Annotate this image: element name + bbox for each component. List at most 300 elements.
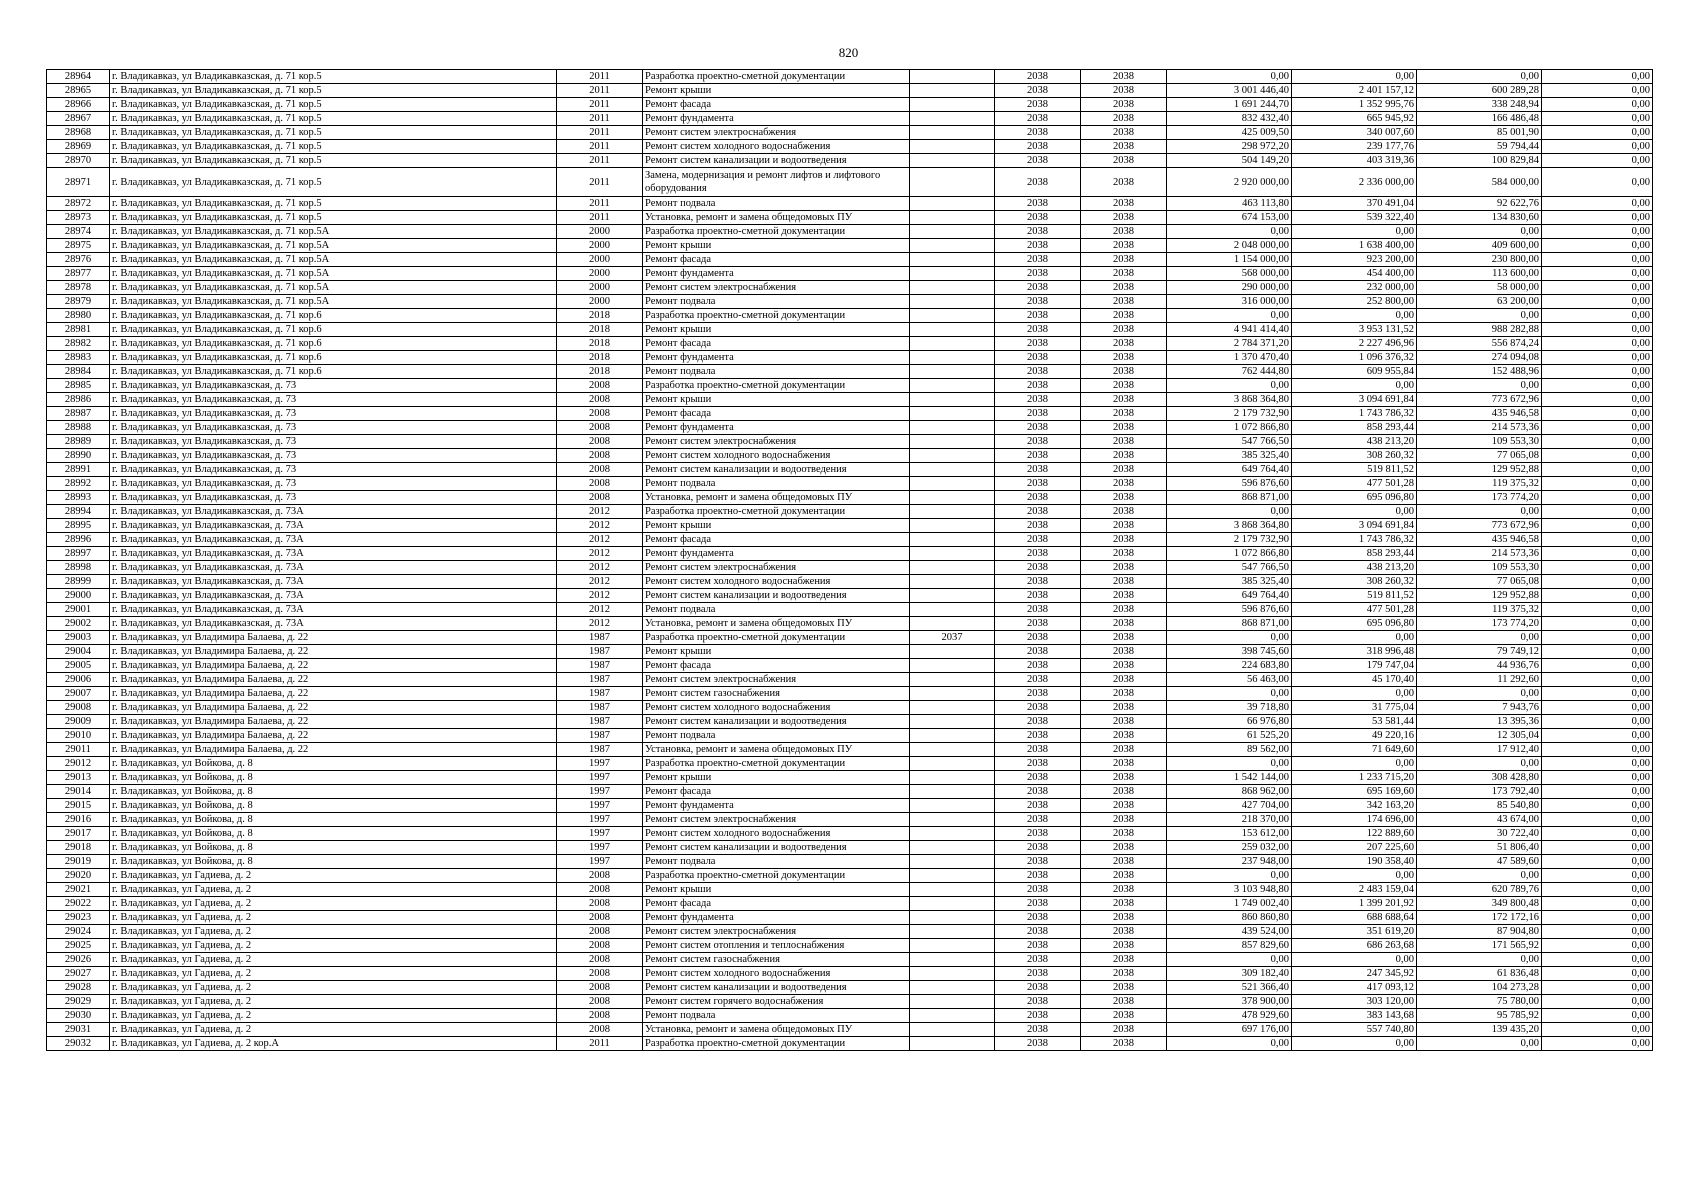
row-number: 29007 [47, 687, 110, 701]
start-year-cell: 2038 [995, 295, 1081, 309]
plan-year-cell [910, 547, 995, 561]
address-cell: г. Владикавказ, ул Владикавказская, д. 73А [110, 505, 557, 519]
owner-cost-cell: 77 065,08 [1417, 449, 1542, 463]
start-year-cell: 2038 [995, 84, 1081, 98]
start-year-cell: 2038 [995, 477, 1081, 491]
start-year-cell: 2038 [995, 519, 1081, 533]
row-number: 28978 [47, 281, 110, 295]
end-year-cell: 2038 [1081, 519, 1167, 533]
row-number: 29023 [47, 911, 110, 925]
plan-year-cell [910, 505, 995, 519]
start-year-cell: 2038 [995, 126, 1081, 140]
plan-year-cell [910, 154, 995, 168]
year-cell: 1997 [557, 799, 643, 813]
year-cell: 1987 [557, 743, 643, 757]
address-cell: г. Владикавказ, ул Владикавказская, д. 73 [110, 477, 557, 491]
other-cost-cell: 0,00 [1542, 841, 1653, 855]
year-cell: 2008 [557, 869, 643, 883]
year-cell: 2008 [557, 449, 643, 463]
plan-year-cell [910, 953, 995, 967]
work-type-cell: Ремонт систем канализации и водоотведения [643, 589, 910, 603]
owner-cost-cell: 171 565,92 [1417, 939, 1542, 953]
table-row [47, 435, 1653, 449]
table-row [47, 533, 1653, 547]
start-year-cell: 2038 [995, 70, 1081, 84]
start-year-cell: 2038 [995, 351, 1081, 365]
start-year-cell: 2038 [995, 225, 1081, 239]
work-type-cell: Ремонт подвала [643, 729, 910, 743]
table-row [47, 126, 1653, 140]
address-cell: г. Владикавказ, ул Владикавказская, д. 73А [110, 603, 557, 617]
table-row [47, 659, 1653, 673]
owner-cost-cell: 12 305,04 [1417, 729, 1542, 743]
start-year-cell: 2038 [995, 140, 1081, 154]
address-cell: г. Владикавказ, ул Владимира Балаева, д. 22 [110, 701, 557, 715]
year-cell: 2008 [557, 967, 643, 981]
other-cost-cell: 0,00 [1542, 715, 1653, 729]
owner-cost-cell: 173 792,40 [1417, 785, 1542, 799]
other-cost-cell: 0,00 [1542, 435, 1653, 449]
year-cell: 1997 [557, 813, 643, 827]
other-cost-cell: 0,00 [1542, 421, 1653, 435]
plan-year-cell [910, 435, 995, 449]
fund-cost-cell: 342 163,20 [1292, 799, 1417, 813]
address-cell: г. Владикавказ, ул Владикавказская, д. 71 кор.5 [110, 140, 557, 154]
table-row [47, 323, 1653, 337]
table-row [47, 477, 1653, 491]
address-cell: г. Владикавказ, ул Владикавказская, д. 71 кор.5 [110, 112, 557, 126]
owner-cost-cell: 43 674,00 [1417, 813, 1542, 827]
fund-cost-cell: 438 213,20 [1292, 561, 1417, 575]
start-year-cell: 2038 [995, 855, 1081, 869]
work-type-cell: Разработка проектно-сметной документации [643, 505, 910, 519]
total-cost-cell: 385 325,40 [1167, 449, 1292, 463]
table-row [47, 421, 1653, 435]
row-number: 28976 [47, 253, 110, 267]
fund-cost-cell: 3 953 131,52 [1292, 323, 1417, 337]
year-cell: 2008 [557, 925, 643, 939]
start-year-cell: 2038 [995, 365, 1081, 379]
end-year-cell: 2038 [1081, 449, 1167, 463]
work-type-cell: Разработка проектно-сметной документации [643, 1037, 910, 1051]
plan-year-cell [910, 323, 995, 337]
fund-cost-cell: 0,00 [1292, 869, 1417, 883]
end-year-cell: 2038 [1081, 225, 1167, 239]
start-year-cell: 2038 [995, 911, 1081, 925]
end-year-cell: 2038 [1081, 533, 1167, 547]
fund-cost-cell: 688 688,64 [1292, 911, 1417, 925]
total-cost-cell: 3 868 364,80 [1167, 519, 1292, 533]
address-cell: г. Владикавказ, ул Владимира Балаева, д. 22 [110, 631, 557, 645]
year-cell: 2008 [557, 897, 643, 911]
address-cell: г. Владикавказ, ул Гадиева, д. 2 [110, 1009, 557, 1023]
other-cost-cell: 0,00 [1542, 855, 1653, 869]
row-number: 29006 [47, 673, 110, 687]
start-year-cell: 2038 [995, 799, 1081, 813]
address-cell: г. Владикавказ, ул Войкова, д. 8 [110, 813, 557, 827]
table-row [47, 715, 1653, 729]
plan-year-cell [910, 365, 995, 379]
total-cost-cell: 0,00 [1167, 505, 1292, 519]
total-cost-cell: 0,00 [1167, 70, 1292, 84]
end-year-cell: 2038 [1081, 687, 1167, 701]
owner-cost-cell: 11 292,60 [1417, 673, 1542, 687]
year-cell: 2011 [557, 140, 643, 154]
year-cell: 2008 [557, 477, 643, 491]
total-cost-cell: 832 432,40 [1167, 112, 1292, 126]
owner-cost-cell: 0,00 [1417, 309, 1542, 323]
total-cost-cell: 547 766,50 [1167, 561, 1292, 575]
other-cost-cell: 0,00 [1542, 729, 1653, 743]
table-row [47, 407, 1653, 421]
fund-cost-cell: 477 501,28 [1292, 477, 1417, 491]
year-cell: 2008 [557, 463, 643, 477]
address-cell: г. Владикавказ, ул Владикавказская, д. 71 кор.5 [110, 126, 557, 140]
start-year-cell: 2038 [995, 211, 1081, 225]
table-row [47, 981, 1653, 995]
owner-cost-cell: 0,00 [1417, 869, 1542, 883]
work-type-cell: Разработка проектно-сметной документации [643, 70, 910, 84]
work-type-cell: Установка, ремонт и замена общедомовых ПУ [643, 491, 910, 505]
year-cell: 1987 [557, 715, 643, 729]
end-year-cell: 2038 [1081, 953, 1167, 967]
plan-year-cell [910, 561, 995, 575]
row-number: 28964 [47, 70, 110, 84]
fund-cost-cell: 417 093,12 [1292, 981, 1417, 995]
end-year-cell: 2038 [1081, 168, 1167, 197]
other-cost-cell: 0,00 [1542, 883, 1653, 897]
year-cell: 2000 [557, 281, 643, 295]
total-cost-cell: 0,00 [1167, 631, 1292, 645]
owner-cost-cell: 172 172,16 [1417, 911, 1542, 925]
work-type-cell: Установка, ремонт и замена общедомовых ПУ [643, 211, 910, 225]
total-cost-cell: 649 764,40 [1167, 463, 1292, 477]
address-cell: г. Владикавказ, ул Владимира Балаева, д. 22 [110, 743, 557, 757]
table-row [47, 267, 1653, 281]
start-year-cell: 2038 [995, 603, 1081, 617]
plan-year-cell [910, 1037, 995, 1051]
address-cell: г. Владикавказ, ул Владикавказская, д. 71 кор.6 [110, 351, 557, 365]
end-year-cell: 2038 [1081, 126, 1167, 140]
row-number: 29025 [47, 939, 110, 953]
plan-year-cell [910, 477, 995, 491]
work-type-cell: Ремонт фасада [643, 253, 910, 267]
total-cost-cell: 1 542 144,00 [1167, 771, 1292, 785]
end-year-cell: 2038 [1081, 491, 1167, 505]
row-number: 28994 [47, 505, 110, 519]
work-type-cell: Ремонт систем канализации и водоотведения [643, 154, 910, 168]
work-type-cell: Разработка проектно-сметной документации [643, 379, 910, 393]
fund-cost-cell: 31 775,04 [1292, 701, 1417, 715]
end-year-cell: 2038 [1081, 1037, 1167, 1051]
total-cost-cell: 56 463,00 [1167, 673, 1292, 687]
year-cell: 2011 [557, 84, 643, 98]
row-number: 28983 [47, 351, 110, 365]
fund-cost-cell: 0,00 [1292, 379, 1417, 393]
year-cell: 2011 [557, 1037, 643, 1051]
start-year-cell: 2038 [995, 813, 1081, 827]
address-cell: г. Владикавказ, ул Гадиева, д. 2 [110, 939, 557, 953]
other-cost-cell: 0,00 [1542, 561, 1653, 575]
start-year-cell: 2038 [995, 715, 1081, 729]
address-cell: г. Владикавказ, ул Владикавказская, д. 71 кор.5А [110, 267, 557, 281]
address-cell: г. Владикавказ, ул Гадиева, д. 2 [110, 897, 557, 911]
end-year-cell: 2038 [1081, 84, 1167, 98]
year-cell: 2008 [557, 911, 643, 925]
end-year-cell: 2038 [1081, 435, 1167, 449]
total-cost-cell: 504 149,20 [1167, 154, 1292, 168]
row-number: 29015 [47, 799, 110, 813]
end-year-cell: 2038 [1081, 827, 1167, 841]
work-type-cell: Разработка проектно-сметной документации [643, 225, 910, 239]
end-year-cell: 2038 [1081, 1023, 1167, 1037]
other-cost-cell: 0,00 [1542, 645, 1653, 659]
end-year-cell: 2038 [1081, 715, 1167, 729]
owner-cost-cell: 139 435,20 [1417, 1023, 1542, 1037]
end-year-cell: 2038 [1081, 295, 1167, 309]
plan-year-cell [910, 239, 995, 253]
end-year-cell: 2038 [1081, 757, 1167, 771]
owner-cost-cell: 85 540,80 [1417, 799, 1542, 813]
address-cell: г. Владикавказ, ул Владикавказская, д. 71 кор.5А [110, 281, 557, 295]
other-cost-cell: 0,00 [1542, 491, 1653, 505]
plan-year-cell [910, 84, 995, 98]
table-row [47, 827, 1653, 841]
work-type-cell: Ремонт фундамента [643, 112, 910, 126]
total-cost-cell: 0,00 [1167, 757, 1292, 771]
end-year-cell: 2038 [1081, 729, 1167, 743]
fund-cost-cell: 695 096,80 [1292, 617, 1417, 631]
work-type-cell: Ремонт фундамента [643, 911, 910, 925]
table-row [47, 449, 1653, 463]
plan-year-cell [910, 687, 995, 701]
row-number: 28977 [47, 267, 110, 281]
other-cost-cell: 0,00 [1542, 393, 1653, 407]
work-type-cell: Ремонт подвала [643, 1009, 910, 1023]
row-number: 29014 [47, 785, 110, 799]
plan-year-cell [910, 715, 995, 729]
fund-cost-cell: 1 743 786,32 [1292, 533, 1417, 547]
work-type-cell: Установка, ремонт и замена общедомовых ПУ [643, 743, 910, 757]
fund-cost-cell: 858 293,44 [1292, 421, 1417, 435]
start-year-cell: 2038 [995, 995, 1081, 1009]
address-cell: г. Владикавказ, ул Войкова, д. 8 [110, 771, 557, 785]
owner-cost-cell: 620 789,76 [1417, 883, 1542, 897]
year-cell: 1987 [557, 687, 643, 701]
other-cost-cell: 0,00 [1542, 659, 1653, 673]
work-type-cell: Ремонт систем холодного водоснабжения [643, 449, 910, 463]
plan-year-cell [910, 645, 995, 659]
owner-cost-cell: 7 943,76 [1417, 701, 1542, 715]
start-year-cell: 2038 [995, 281, 1081, 295]
total-cost-cell: 61 525,20 [1167, 729, 1292, 743]
table-row [47, 309, 1653, 323]
fund-cost-cell: 665 945,92 [1292, 112, 1417, 126]
start-year-cell: 2038 [995, 883, 1081, 897]
address-cell: г. Владикавказ, ул Владикавказская, д. 73 [110, 407, 557, 421]
table-row [47, 869, 1653, 883]
end-year-cell: 2038 [1081, 561, 1167, 575]
total-cost-cell: 649 764,40 [1167, 589, 1292, 603]
total-cost-cell: 596 876,60 [1167, 603, 1292, 617]
other-cost-cell: 0,00 [1542, 589, 1653, 603]
total-cost-cell: 290 000,00 [1167, 281, 1292, 295]
owner-cost-cell: 59 794,44 [1417, 140, 1542, 154]
address-cell: г. Владикавказ, ул Владикавказская, д. 71 кор.5 [110, 154, 557, 168]
end-year-cell: 2038 [1081, 281, 1167, 295]
address-cell: г. Владикавказ, ул Владикавказская, д. 73 [110, 393, 557, 407]
start-year-cell: 2038 [995, 897, 1081, 911]
start-year-cell: 2038 [995, 981, 1081, 995]
fund-cost-cell: 0,00 [1292, 687, 1417, 701]
owner-cost-cell: 0,00 [1417, 225, 1542, 239]
year-cell: 2012 [557, 575, 643, 589]
table-row [47, 799, 1653, 813]
total-cost-cell: 2 920 000,00 [1167, 168, 1292, 197]
other-cost-cell: 0,00 [1542, 995, 1653, 1009]
fund-cost-cell: 0,00 [1292, 225, 1417, 239]
other-cost-cell: 0,00 [1542, 154, 1653, 168]
year-cell: 2008 [557, 421, 643, 435]
plan-year-cell [910, 897, 995, 911]
work-type-cell: Ремонт фасада [643, 98, 910, 112]
year-cell: 2000 [557, 253, 643, 267]
total-cost-cell: 568 000,00 [1167, 267, 1292, 281]
end-year-cell: 2038 [1081, 925, 1167, 939]
row-number: 28979 [47, 295, 110, 309]
year-cell: 2012 [557, 547, 643, 561]
plan-year-cell [910, 771, 995, 785]
table-row [47, 168, 1653, 197]
total-cost-cell: 697 176,00 [1167, 1023, 1292, 1037]
address-cell: г. Владикавказ, ул Владимира Балаева, д. 22 [110, 673, 557, 687]
table-row [47, 603, 1653, 617]
table-row [47, 911, 1653, 925]
year-cell: 2018 [557, 365, 643, 379]
start-year-cell: 2038 [995, 575, 1081, 589]
year-cell: 2008 [557, 995, 643, 1009]
row-number: 28985 [47, 379, 110, 393]
table-row [47, 561, 1653, 575]
plan-year-cell [910, 701, 995, 715]
start-year-cell: 2038 [995, 197, 1081, 211]
row-number: 28968 [47, 126, 110, 140]
table-row [47, 1023, 1653, 1037]
end-year-cell: 2038 [1081, 463, 1167, 477]
work-type-cell: Ремонт систем электроснабжения [643, 435, 910, 449]
plan-year-cell [910, 98, 995, 112]
owner-cost-cell: 0,00 [1417, 70, 1542, 84]
start-year-cell: 2038 [995, 98, 1081, 112]
plan-year-cell [910, 939, 995, 953]
address-cell: г. Владикавказ, ул Гадиева, д. 2 [110, 953, 557, 967]
owner-cost-cell: 274 094,08 [1417, 351, 1542, 365]
work-type-cell: Разработка проектно-сметной документации [643, 631, 910, 645]
total-cost-cell: 0,00 [1167, 869, 1292, 883]
plan-year-cell [910, 981, 995, 995]
start-year-cell: 2038 [995, 925, 1081, 939]
table-row [47, 617, 1653, 631]
plan-year-cell [910, 379, 995, 393]
other-cost-cell: 0,00 [1542, 1037, 1653, 1051]
total-cost-cell: 478 929,60 [1167, 1009, 1292, 1023]
total-cost-cell: 3 868 364,80 [1167, 393, 1292, 407]
plan-year-cell [910, 841, 995, 855]
end-year-cell: 2038 [1081, 407, 1167, 421]
plan-year-cell [910, 729, 995, 743]
address-cell: г. Владикавказ, ул Владимира Балаева, д. 22 [110, 729, 557, 743]
total-cost-cell: 237 948,00 [1167, 855, 1292, 869]
row-number: 28988 [47, 421, 110, 435]
owner-cost-cell: 214 573,36 [1417, 421, 1542, 435]
total-cost-cell: 868 962,00 [1167, 785, 1292, 799]
work-type-cell: Ремонт крыши [643, 645, 910, 659]
work-type-cell: Ремонт крыши [643, 239, 910, 253]
row-number: 29008 [47, 701, 110, 715]
plan-year-cell [910, 617, 995, 631]
end-year-cell: 2038 [1081, 70, 1167, 84]
year-cell: 2008 [557, 883, 643, 897]
total-cost-cell: 3 103 948,80 [1167, 883, 1292, 897]
year-cell: 2012 [557, 617, 643, 631]
row-number: 28972 [47, 197, 110, 211]
row-number: 29003 [47, 631, 110, 645]
end-year-cell: 2038 [1081, 645, 1167, 659]
year-cell: 2008 [557, 393, 643, 407]
other-cost-cell: 0,00 [1542, 967, 1653, 981]
year-cell: 2012 [557, 589, 643, 603]
total-cost-cell: 0,00 [1167, 225, 1292, 239]
start-year-cell: 2038 [995, 841, 1081, 855]
fund-cost-cell: 207 225,60 [1292, 841, 1417, 855]
other-cost-cell: 0,00 [1542, 953, 1653, 967]
table-row [47, 84, 1653, 98]
owner-cost-cell: 47 589,60 [1417, 855, 1542, 869]
year-cell: 2012 [557, 561, 643, 575]
fund-cost-cell: 252 800,00 [1292, 295, 1417, 309]
plan-year-cell [910, 393, 995, 407]
end-year-cell: 2038 [1081, 309, 1167, 323]
year-cell: 1987 [557, 701, 643, 715]
work-type-cell: Установка, ремонт и замена общедомовых ПУ [643, 617, 910, 631]
total-cost-cell: 1 370 470,40 [1167, 351, 1292, 365]
end-year-cell: 2038 [1081, 197, 1167, 211]
plan-year-cell [910, 309, 995, 323]
row-number: 29002 [47, 617, 110, 631]
year-cell: 2008 [557, 491, 643, 505]
end-year-cell: 2038 [1081, 673, 1167, 687]
other-cost-cell: 0,00 [1542, 603, 1653, 617]
fund-cost-cell: 0,00 [1292, 953, 1417, 967]
table-row [47, 939, 1653, 953]
other-cost-cell: 0,00 [1542, 1023, 1653, 1037]
other-cost-cell: 0,00 [1542, 575, 1653, 589]
fund-cost-cell: 308 260,32 [1292, 449, 1417, 463]
row-number: 29016 [47, 813, 110, 827]
total-cost-cell: 425 009,50 [1167, 126, 1292, 140]
year-cell: 2000 [557, 295, 643, 309]
owner-cost-cell: 61 836,48 [1417, 967, 1542, 981]
table-row [47, 855, 1653, 869]
year-cell: 2012 [557, 519, 643, 533]
table-row [47, 337, 1653, 351]
fund-cost-cell: 190 358,40 [1292, 855, 1417, 869]
owner-cost-cell: 349 800,48 [1417, 897, 1542, 911]
end-year-cell: 2038 [1081, 154, 1167, 168]
plan-year-cell [910, 126, 995, 140]
work-type-cell: Ремонт подвала [643, 603, 910, 617]
address-cell: г. Владикавказ, ул Владикавказская, д. 73А [110, 575, 557, 589]
